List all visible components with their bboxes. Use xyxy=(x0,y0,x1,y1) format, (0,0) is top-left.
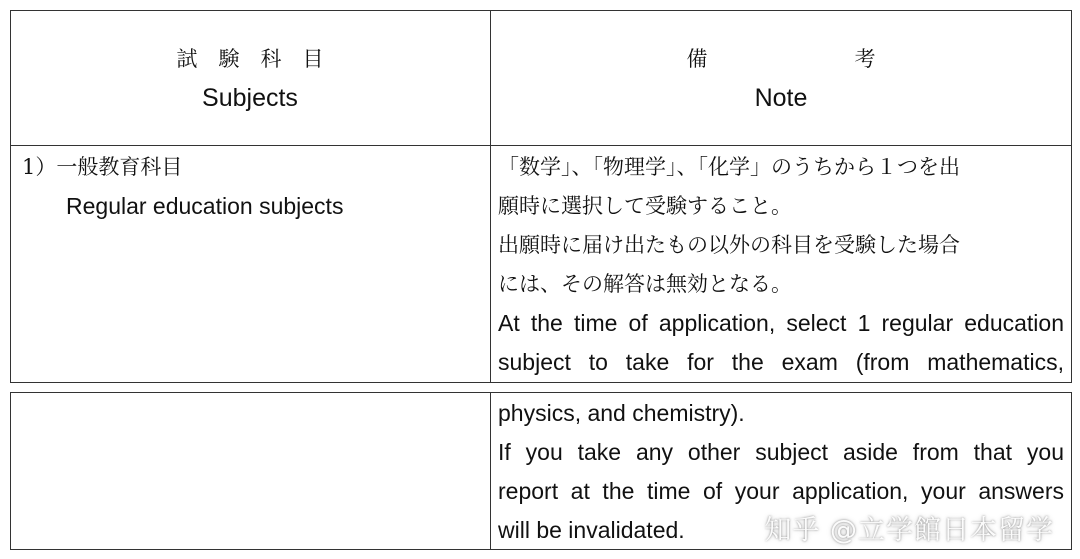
lower-column-divider xyxy=(490,392,491,550)
note-line: には、その解答は無効となる。 xyxy=(498,272,792,296)
header-note-ja: 備 考 xyxy=(686,47,876,71)
header-subjects-en: Subjects xyxy=(202,84,298,112)
watermark: 知乎 @立学館日本留学 xyxy=(764,515,1054,546)
note-line: report at the time of your application, your answers xyxy=(498,478,1064,504)
header-note-en: Note xyxy=(754,84,808,112)
note-line: 出願時に届け出たもの以外の科目を受験した場合 xyxy=(498,233,960,257)
header-subjects-ja: 試 験 科 目 xyxy=(176,47,324,71)
subject-en: Regular education subjects xyxy=(66,193,344,219)
note-line: subject to take for the exam (from mathematics, xyxy=(498,349,1064,375)
note-line: 「数学」、「物理学」、「化学」のうちから１つを出 xyxy=(498,155,960,179)
note-line: At the time of application, select 1 regular education xyxy=(498,310,1064,336)
subject-ja: 1）一般教育科目 xyxy=(22,155,183,179)
note-line: 願時に選択して受験すること。 xyxy=(498,194,792,218)
note-line: physics, and chemistry). xyxy=(498,400,745,426)
note-line: If you take any other subject aside from that you xyxy=(498,439,1064,465)
header-row-divider xyxy=(10,145,1072,146)
note-line: will be invalidated. xyxy=(498,517,685,543)
